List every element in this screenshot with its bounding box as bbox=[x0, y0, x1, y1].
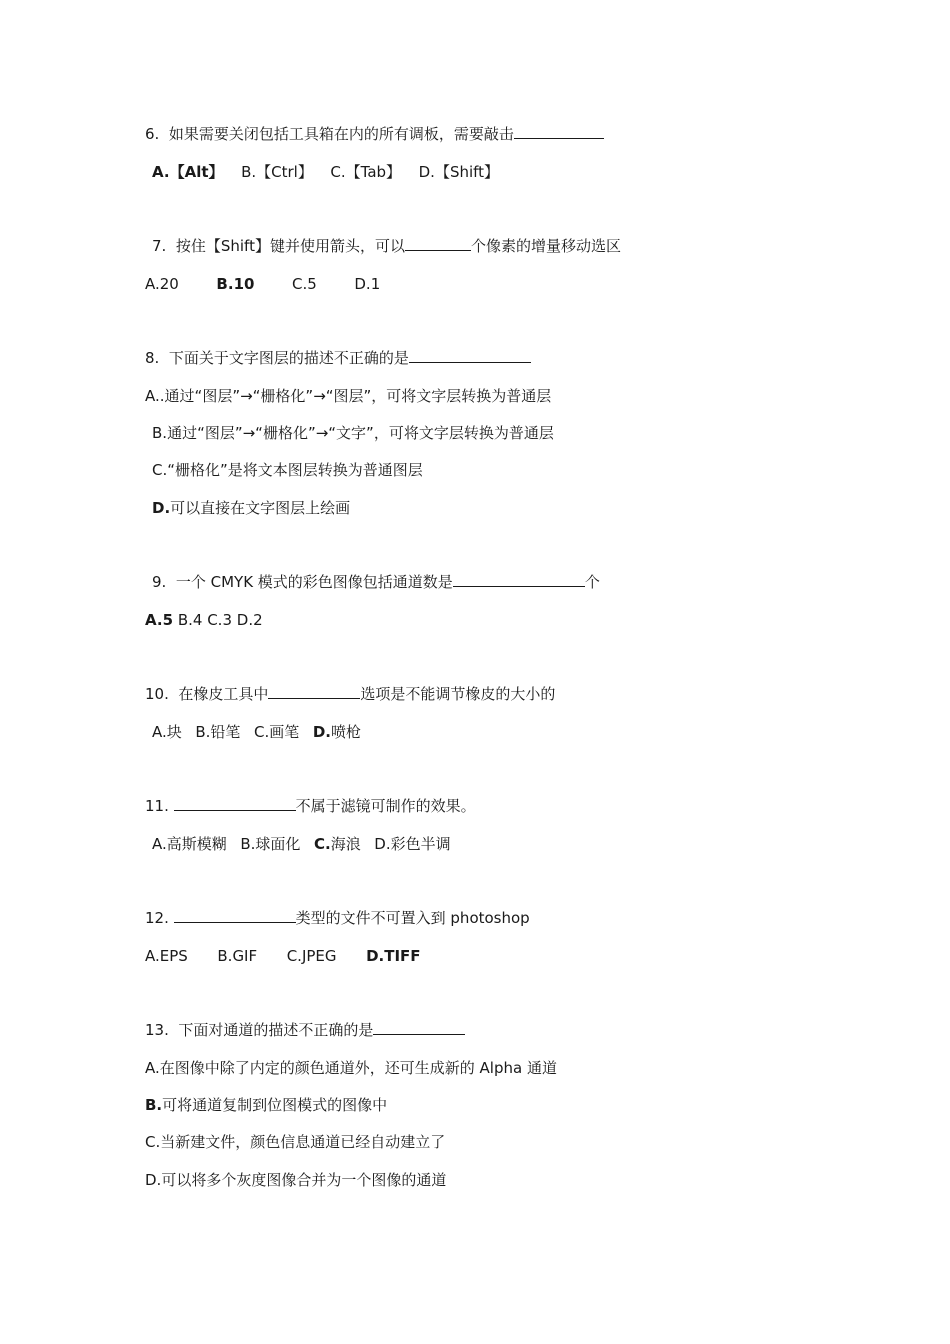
option-a: A.20 bbox=[145, 275, 179, 293]
question-8-stem bbox=[145, 348, 531, 368]
question-8-option-d: D.可以直接在文字图层上绘画 bbox=[152, 499, 351, 517]
question-text-after: 不属于滤镜可制作的效果。 bbox=[295, 797, 476, 815]
question-13-option-d: D.可以将多个灰度图像合并为一个图像的通道 bbox=[145, 1171, 447, 1189]
question-text: 如果需要关闭包括工具箱在内的所有调板，需要敲击 bbox=[168, 125, 514, 143]
question-number: 12. bbox=[145, 909, 169, 927]
question-8-option-a: A..通过“图层”→“栅格化”→“图层”，可将文字层转换为普通层 bbox=[145, 387, 552, 405]
option-b: B.4 bbox=[177, 611, 203, 629]
option-d: D.TIFF bbox=[366, 947, 421, 965]
question-8-option-c: C.“栅格化”是将文本图层转换为普通图层 bbox=[152, 461, 423, 479]
option-a: A.5 bbox=[145, 611, 174, 629]
question-number: 7. bbox=[152, 237, 167, 255]
answer-blank bbox=[174, 908, 296, 923]
option-b: B.GIF bbox=[217, 947, 258, 965]
question-11-options bbox=[152, 834, 451, 854]
option-d: D.1 bbox=[354, 275, 381, 293]
question-text-after: 选项是不能调节橡皮的大小的 bbox=[360, 685, 556, 703]
question-7-options bbox=[145, 274, 380, 294]
option-a: A.【Alt】 bbox=[152, 163, 224, 181]
question-text: 按住【Shift】键并使用箭头，可以 bbox=[175, 237, 405, 255]
option-c: C.【Tab】 bbox=[330, 163, 402, 181]
question-number: 13. bbox=[145, 1021, 169, 1039]
answer-blank bbox=[174, 796, 296, 811]
question-6-options bbox=[152, 162, 499, 182]
option-b: B.10 bbox=[216, 275, 255, 293]
answer-blank bbox=[409, 348, 531, 363]
question-6-stem bbox=[145, 124, 604, 144]
option-c: C.5 bbox=[292, 275, 317, 293]
option-a: A.高斯模糊 bbox=[152, 835, 227, 853]
answer-blank bbox=[268, 684, 360, 699]
option-c: C.3 bbox=[207, 611, 232, 629]
question-text-after: 类型的文件不可置入到 photoshop bbox=[295, 909, 530, 927]
question-text: 一个 CMYK 模式的彩色图像包括通道数是 bbox=[175, 573, 453, 591]
question-8-option-b: B.通过“图层”→“栅格化”→“文字”，可将文字层转换为普通层 bbox=[152, 424, 554, 442]
question-13-option-a: A.在图像中除了内定的颜色通道外，还可生成新的 Alpha 通道 bbox=[145, 1059, 557, 1077]
question-13-option-b: B.可将通道复制到位图模式的图像中 bbox=[145, 1096, 388, 1114]
option-b: B.【Ctrl】 bbox=[241, 163, 313, 181]
question-10-stem bbox=[145, 684, 555, 704]
question-7-stem bbox=[152, 236, 621, 256]
option-c: C.画笔 bbox=[253, 723, 300, 741]
option-a: A.EPS bbox=[145, 947, 188, 965]
option-b: B.球面化 bbox=[240, 835, 301, 853]
question-text-after: 个 bbox=[584, 573, 600, 591]
question-text: 下面对通道的描述不正确的是 bbox=[178, 1021, 374, 1039]
question-12-stem bbox=[145, 908, 530, 928]
question-number: 9. bbox=[152, 573, 167, 591]
question-number: 10. bbox=[145, 685, 169, 703]
question-9-stem bbox=[152, 572, 600, 592]
question-13-stem bbox=[145, 1020, 465, 1040]
question-text: 下面关于文字图层的描述不正确的是 bbox=[168, 349, 409, 367]
option-a: A.块 bbox=[152, 723, 182, 741]
answer-blank bbox=[453, 572, 585, 587]
question-10-options bbox=[152, 722, 361, 742]
question-9-options bbox=[145, 610, 263, 630]
answer-blank bbox=[373, 1020, 465, 1035]
option-d: D.彩色半调 bbox=[374, 835, 451, 853]
answer-blank bbox=[405, 236, 471, 251]
question-11-stem bbox=[145, 796, 476, 816]
question-number: 8. bbox=[145, 349, 160, 367]
answer-blank bbox=[514, 124, 604, 139]
question-number: 6. bbox=[145, 125, 160, 143]
option-d: D.2 bbox=[236, 611, 263, 629]
option-c: C.JPEG bbox=[286, 947, 337, 965]
option-d: D.喷枪 bbox=[312, 723, 361, 741]
question-number: 11. bbox=[145, 797, 169, 815]
question-12-options bbox=[145, 946, 421, 966]
question-text-after: 个像素的增量移动选区 bbox=[470, 237, 621, 255]
option-b: B.铅笔 bbox=[195, 723, 241, 741]
question-13-option-c: C.当新建文件，颜色信息通道已经自动建立了 bbox=[145, 1133, 446, 1151]
question-text: 在橡皮工具中 bbox=[178, 685, 269, 703]
option-d: D.【Shift】 bbox=[418, 163, 500, 181]
option-c: C.海浪 bbox=[313, 835, 361, 853]
